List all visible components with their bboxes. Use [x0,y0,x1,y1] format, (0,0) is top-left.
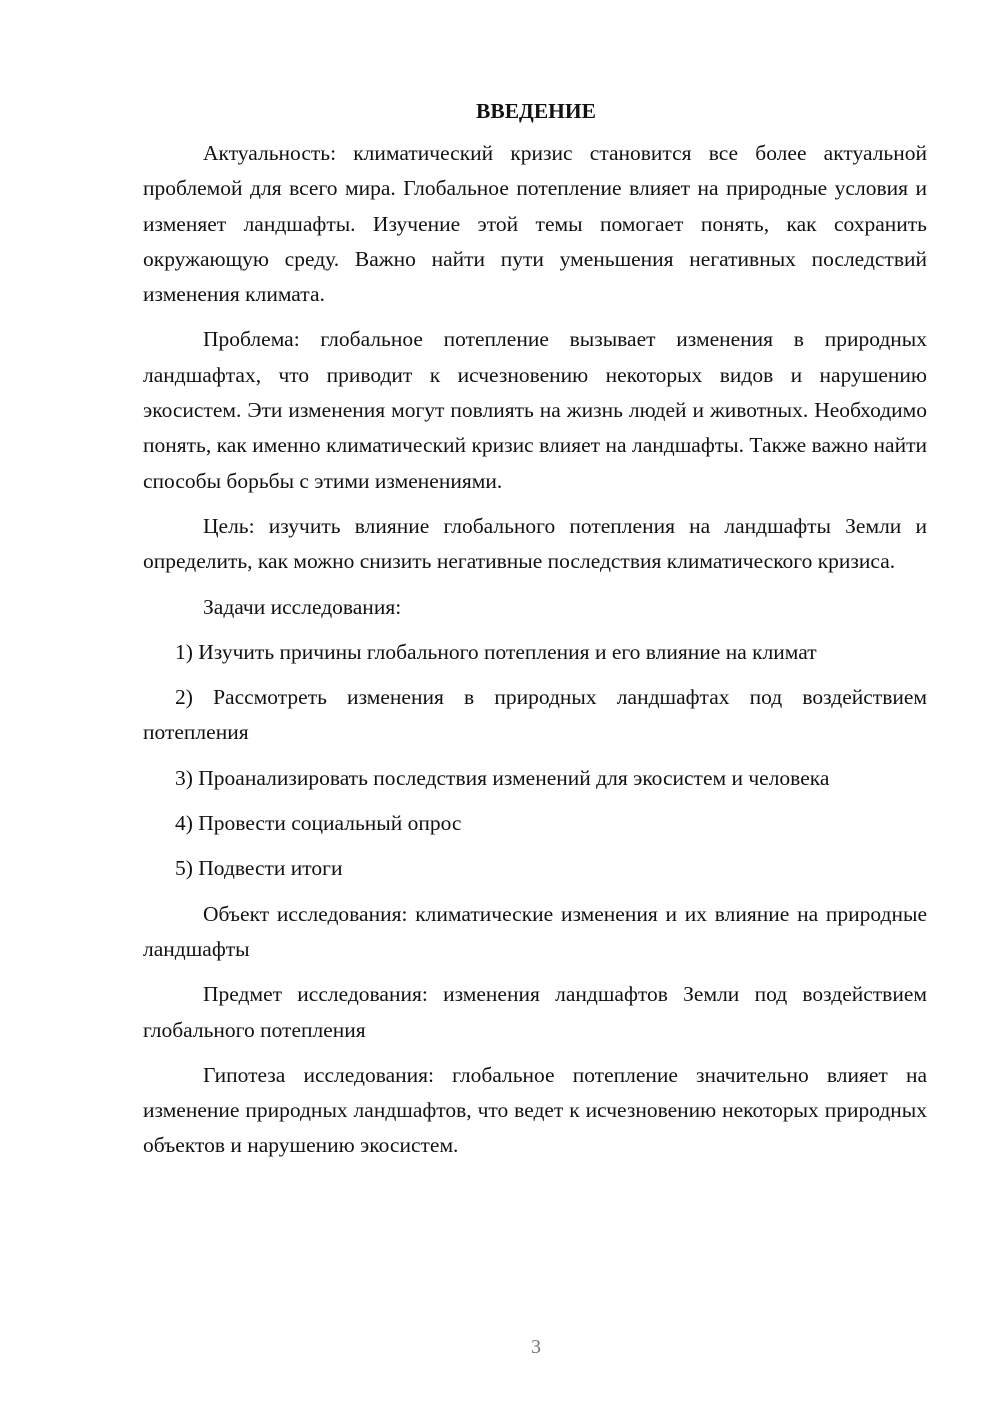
relevance-paragraph: Актуальность: климатический кризис становится все более актуальной проблемой для всего мира. Глобальное потепление влияет на природные условия и изменяет ландшафты. Изучение этой темы помогает понять, как сохранить окружающую среду. Важно найти пути уменьшения негативных последствий изменения климата. [143,141,927,307]
task-item-5: 5) Подвести итоги [175,856,343,881]
subject-paragraph: Предмет исследования: изменения ландшафтов Земли под воздействием глобального потепления [143,982,927,1042]
page-body [143,96,927,1174]
hypothesis-paragraph: Гипотеза исследования: глобальное потепление значительно влияет на изменение природных ландшафтов, что ведет к исчезновению некоторых природных объектов и нарушению экосистем. [143,1062,927,1158]
section-heading: ВВЕДЕНИЕ [476,99,596,123]
page-number: 3 [531,1336,541,1358]
task-item-1: 1) Изучить причины глобального потепления и его влияние на климат [175,639,817,664]
object-paragraph: Объект исследования: климатические изменения и их влияние на природные ландшафты [143,901,927,961]
problem-paragraph: Проблема: глобальное потепление вызывает изменения в природных ландшафтах, что приводит к исчезновению некоторых видов и нарушению экосистем. Эти изменения могут повлиять на жизнь людей и животных. Необходимо понять, как именно климатический кризис влияет на ландшафты. Также важно найти способы борьбы с этими изменениями. [143,327,927,493]
goal-paragraph: Цель: изучить влияние глобального потепления на ландшафты Земли и определить, как можно снизить негативные последствия климатического кризиса. [143,513,927,574]
tasks-title: Задачи исследования: [203,594,402,619]
task-item-3: 3) Проанализировать последствия изменений для экосистем и человека [175,765,830,790]
task-item-2: 2) Рассмотреть изменения в природных ландшафтах под воздействием потепления [143,685,927,745]
task-item-4: 4) Провести социальный опрос [175,811,462,836]
